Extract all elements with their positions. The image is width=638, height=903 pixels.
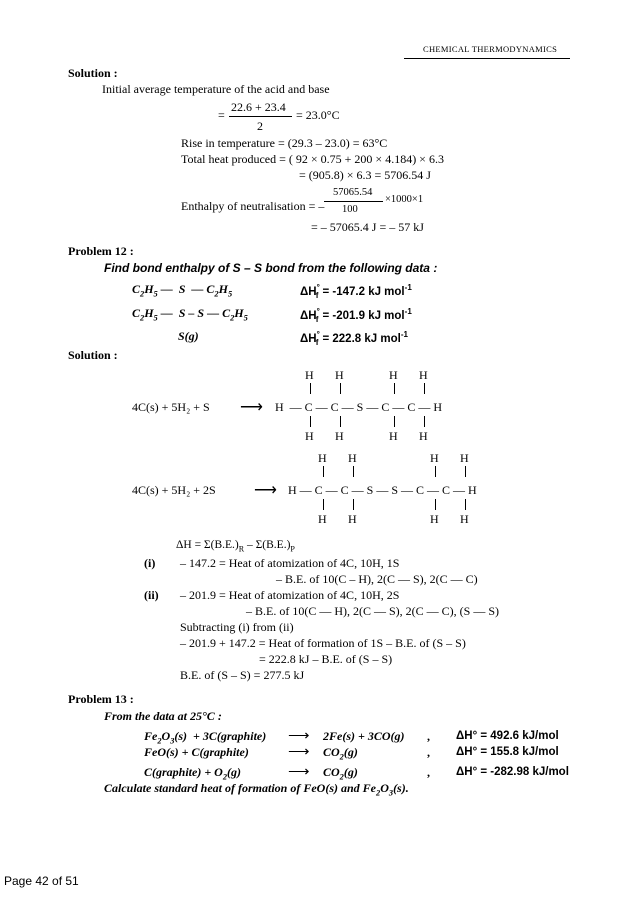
step-ii-line2: – B.E. of 10(C — H), 2(C — S), 2(C — C), (S — S) [246, 604, 500, 618]
p13-row2-comma: , [427, 745, 430, 759]
p13-row3-rhs: $CO_2(g)$ [323, 765, 358, 782]
problem13-question: Calculate standard heat of formation of FeO(s) and $Fe_2O_3(s)$. [104, 781, 409, 798]
subtracting-line: Subtracting (i) from (ii) [180, 620, 294, 634]
p13-row3-lhs: C(graphite) + $O_2(g)$ [144, 765, 242, 782]
step-i-line2: – B.E. of 10(C – H), 2(C — S), 2(C — C) [276, 572, 478, 586]
h-atom: H [419, 368, 428, 382]
h-atom: H [419, 429, 428, 443]
h-atom: H [460, 451, 469, 465]
enthalpy-multiplier: ×1000×1 [385, 194, 424, 205]
step-i-line1: – 147.2 = Heat of atomization of 4C, 10H, 1S [180, 556, 400, 570]
h-atom: H [305, 368, 314, 382]
enthalpy-label: Enthalpy of neutralisation = – [181, 199, 325, 213]
header-rule [404, 58, 570, 59]
h-atom: H [389, 429, 398, 443]
reaction1-molecule: H — C — C — S — C — C — H [275, 400, 443, 414]
p13-row1-lhs: $Fe_2O_3(s)$ + 3C(graphite) [144, 729, 267, 746]
p13-row2-arrow: ⟶ [288, 744, 310, 760]
problem13-label: Problem 13 : [68, 692, 134, 706]
step-ii-label: (ii) [144, 588, 159, 602]
compound2-dh: $\Delta H^\circ_f = -201.9$ kJ mol$^{-1}$ [300, 307, 412, 325]
solution-intro: Initial average temperature of the acid and base [102, 82, 330, 96]
avg-result: = 23.0°C [296, 108, 340, 122]
p13-row1-rhs: 2Fe(s) + 3CO(g) [323, 729, 405, 743]
h-atom: H [348, 512, 357, 526]
h-atom: H [430, 451, 439, 465]
h-atom: H [430, 512, 439, 526]
subtracting-result2: = 222.8 kJ – B.E. of (S – S) [259, 652, 393, 666]
step-ii-line1: – 201.9 = Heat of atomization of 4C, 10H, 2S [180, 588, 400, 602]
solution2-label: Solution : [68, 348, 118, 362]
total-heat-line1: Total heat produced = ( 92 × 0.75 + 200 × 4.184) × 6.3 [181, 152, 444, 166]
h-atom: H [335, 429, 344, 443]
dh-formula: $\Delta H = \Sigma(B.E.)_R - \Sigma(B.E.)_P$ [176, 539, 295, 554]
p13-row2-rhs: $CO_2(g)$ [323, 745, 358, 762]
reaction1-lhs: 4C(s) + 5H₂ + S [132, 400, 210, 414]
p13-row1-dh: ΔH° = 492.6 kJ/mol [456, 730, 559, 742]
enthalpy-result: = – 57065.4 J = – 57 kJ [311, 220, 424, 234]
rise-in-temperature: Rise in temperature = (29.3 – 23.0) = 63°C [181, 136, 388, 150]
avg-numerator: 22.6 + 23.4 [231, 100, 286, 114]
compound1-dh: $\Delta H^\circ_f = -147.2$ kJ mol$^{-1}$ [300, 283, 412, 301]
bond-enthalpy-answer: B.E. of (S – S) = 277.5 kJ [180, 668, 305, 682]
p13-row1-comma: , [427, 729, 430, 743]
problem12-question: Find bond enthalpy of S – S bond from the following data : [104, 261, 438, 275]
reaction2-molecule: H — C — C — S — S — C — C — H [288, 483, 477, 497]
p13-row3-arrow: ⟶ [288, 764, 310, 780]
h-atom: H [318, 451, 327, 465]
total-heat-line2: = (905.8) × 6.3 = 5706.54 J [299, 168, 431, 182]
reaction2-lhs: 4C(s) + 5H₂ + 2S [132, 483, 216, 497]
h-atom: H [335, 368, 344, 382]
compound3-formula: S(g) [178, 329, 199, 343]
solution-label: Solution : [68, 66, 118, 80]
enthalpy-numerator: 57065.54 [333, 187, 373, 198]
compound1-formula: $C_2H_5$ — S — $C_2H_5$ [132, 282, 233, 299]
compound2-formula: $C_2H_5$ — S – S — $C_2H_5$ [132, 306, 248, 323]
reaction1-arrow: ⟶ [240, 399, 263, 416]
step-i-label: (i) [144, 556, 156, 570]
h-atom: H [305, 429, 314, 443]
h-atom: H [460, 512, 469, 526]
avg-fraction-bar [229, 116, 292, 117]
p13-row3-comma: , [427, 765, 430, 779]
running-header: CHEMICAL THERMODYNAMICS [423, 44, 558, 54]
avg-equals: = [218, 108, 225, 122]
p13-row2-lhs: FeO(s) + C(graphite) [144, 745, 249, 759]
reaction2-arrow: ⟶ [254, 482, 277, 499]
h-atom: H [318, 512, 327, 526]
p13-row2-dh: ΔH° = 155.8 kJ/mol [456, 746, 559, 758]
enthalpy-fraction-bar [324, 201, 383, 202]
h-atom: H [348, 451, 357, 465]
page-number: Page 42 of 51 [4, 874, 79, 888]
compound3-dh: $\Delta H^\circ_f = 222.8$ kJ mol$^{-1}$ [300, 330, 408, 348]
problem12-label: Problem 12 : [68, 244, 134, 258]
problem13-intro: From the data at 25°C : [104, 709, 222, 723]
subtracting-result: – 201.9 + 147.2 = Heat of formation of 1S – B.E. of (S – S) [180, 636, 466, 650]
p13-row1-arrow: ⟶ [288, 728, 310, 744]
h-atom: H [389, 368, 398, 382]
enthalpy-denominator: 100 [342, 204, 358, 215]
avg-denominator: 2 [257, 119, 263, 133]
p13-row3-dh: ΔH° = -282.98 kJ/mol [456, 766, 569, 778]
